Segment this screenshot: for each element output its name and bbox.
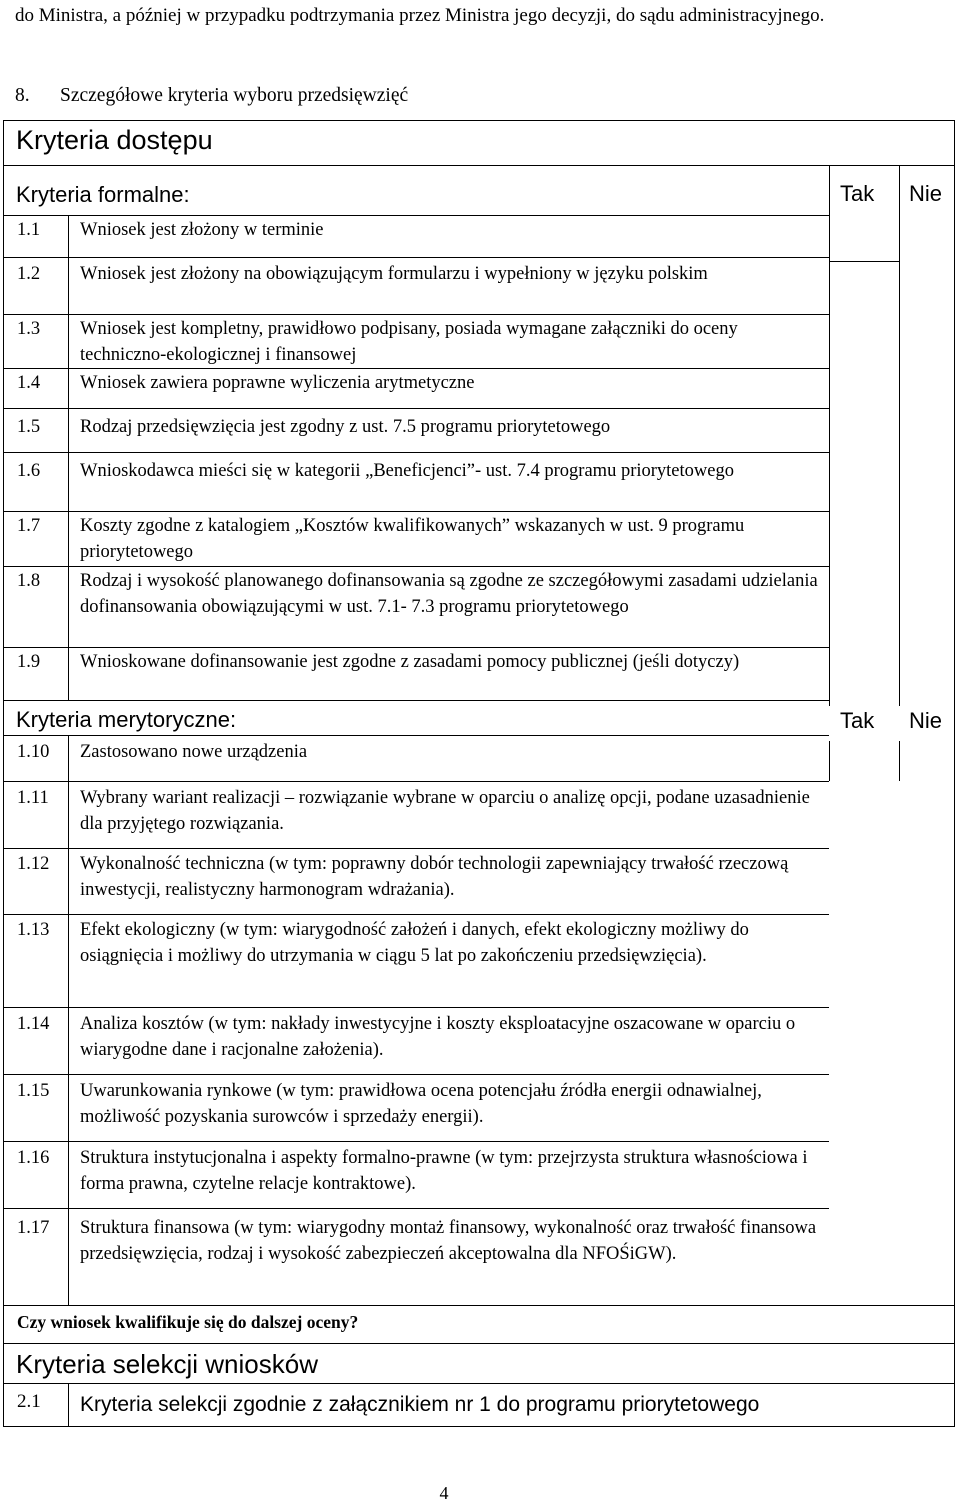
formal-title: Kryteria formalne: [16, 182, 190, 207]
row-line [4, 1007, 829, 1008]
merit-header-line [4, 735, 829, 736]
intro-paragraph: do Ministra, a później w przypadku podtrzymania przez Ministra jego decyzji, do sądu administracyjnego. [15, 5, 825, 26]
row-line [4, 257, 829, 258]
page-number: 4 [439, 1483, 449, 1503]
selection-item-number: 2.1 [17, 1391, 41, 1412]
row-line [4, 314, 829, 315]
row-line [4, 511, 829, 512]
section-title: Szczegółowe kryteria wyboru przedsięwzięć [60, 85, 409, 106]
answer-line-formal [829, 261, 899, 262]
row-line [4, 1074, 829, 1075]
access-title: Kryteria dostępu [16, 125, 213, 155]
selection-title: Kryteria selekcji wniosków [16, 1349, 318, 1379]
merit-title: Kryteria merytoryczne: [16, 707, 237, 732]
section-heading [15, 82, 408, 110]
no-column-line-merit [899, 741, 900, 781]
selection-item-text: Kryteria selekcji zgodnie z załącznikiem nr 1 do programu priorytetowego [80, 1393, 760, 1416]
row-line [4, 566, 829, 567]
criteria-table: Kryteria dostępu Kryteria formalne: Tak Nie 1.1 Wniosek jest złożony w terminie 1.2 Wniosek jest złożony na obowiązującym formularzu i wypełniony w języku polskim 1.3 Wniosek jest kompletny, prawidłowo podpisany, posiada wymagane załączniki do oceny techniczno-ekologicznej i finansowej 1.4 Wniosek zawiera poprawne wyliczenia arytmetyczne 1.5 Rodzaj przedsięwzięcia jest zgodny z ust. 7.5 programu priorytetowego 1.6 Wnioskodawca mieści się w kategorii „Beneficjenci”- ust. 7.4 programu priorytetowego 1.7 Koszty zgodne z katalogiem „Kosztów kwalifikowanych” wskazanych w ust. 9 programu priorytetowego 1.8 Rodzaj i wysokość planowanego dofinansowania są zgodne ze szczegółowymi zasadami udzielania dofinansowania obowiązującymi w ust. 7.1- 7.3 programu priorytetowego 1.9 Wnioskowane dofinansowanie jest zgodne z zasadami pomocy publicznej (jeśli dotyczy) Kryteria merytoryczne: Tak Nie 1.10 Zastosowano nowe urządzenia 1.11 Wybrany wariant realizacji – rozwiązanie wybrane w oparciu o analizę opcji, podane uzasadnienie dla przyjętego rozwiązania. 1.12 Wykonalność techniczna (w tym: poprawny dobór technologii zapewniający trwałość rzeczową inwestycji, realistyczny harmonogram wdrażania). 1.13 Efekt ekologiczny (w tym: wiarygodność założeń i danych, efekt ekologiczny możliwy do osiągnięcia i możliwy do utrzymania w ciągu 5 lat po zakończeniu przedsięwzięcia). 1.14 Analiza kosztów (w tym: nakłady inwestycyjne i koszty eksploatacyjne oszacowane w oparciu o wiarygodne dane i racjonalne założenia). 1.15 Uwarunkowania rynkowe (w tym: prawidłowa ocena potencjału źródła energii odnawialnej, możliwość pozyskania surowców i sprzedaży energii). 1.16 Struktura instytucjonalna i aspekty formalno-prawne (w tym: przejrzysta struktura własnościowa i forma prawna, czytelne relacje kontraktowe). 1.17 Struktura finansowa (w tym: wiarygodny montaż finansowy, wykonalność oraz trwałość finansowa przedsięwzięcia, rodzaj i wysokość zabezpieczeń akceptowalna dla NFOŚiGW). Czy wniosek kwalifikuje się do dalszej oceny? Kryteria selekcji wniosków 2.1 Kryteria selekcji zgodnie z załącznikiem nr 1 do programu priorytetowego [3, 120, 955, 1427]
no-column-line-formal [899, 166, 900, 706]
merit-no-label: Nie [909, 708, 943, 733]
merit-section-end-line [4, 1305, 954, 1306]
yes-column-line-formal [829, 166, 830, 706]
row-line [4, 1141, 829, 1142]
formal-header-line [4, 215, 829, 216]
row-line [4, 1208, 829, 1209]
section-number: 8. [15, 85, 30, 106]
formal-section-end-line [4, 700, 829, 701]
row-line [4, 368, 829, 369]
row-line [4, 452, 829, 453]
row-line [4, 848, 829, 849]
row-line [4, 408, 829, 409]
yes-column-line-merit [829, 741, 830, 781]
selection-header-line [4, 1383, 954, 1384]
formal-no-label: Nie [909, 181, 943, 206]
formal-yes-label: Tak [840, 181, 875, 206]
question-end-line [4, 1343, 954, 1344]
merit-yes-label: Tak [840, 708, 875, 733]
row-line [4, 647, 829, 648]
row-line [4, 781, 829, 782]
row-line [4, 914, 829, 915]
num-column-line-merit [68, 735, 69, 1305]
selection-num-column-line [68, 1383, 69, 1426]
num-column-line [68, 215, 69, 700]
qualification-question: Czy wniosek kwalifikuje się do dalszej oceny? [17, 1312, 359, 1332]
